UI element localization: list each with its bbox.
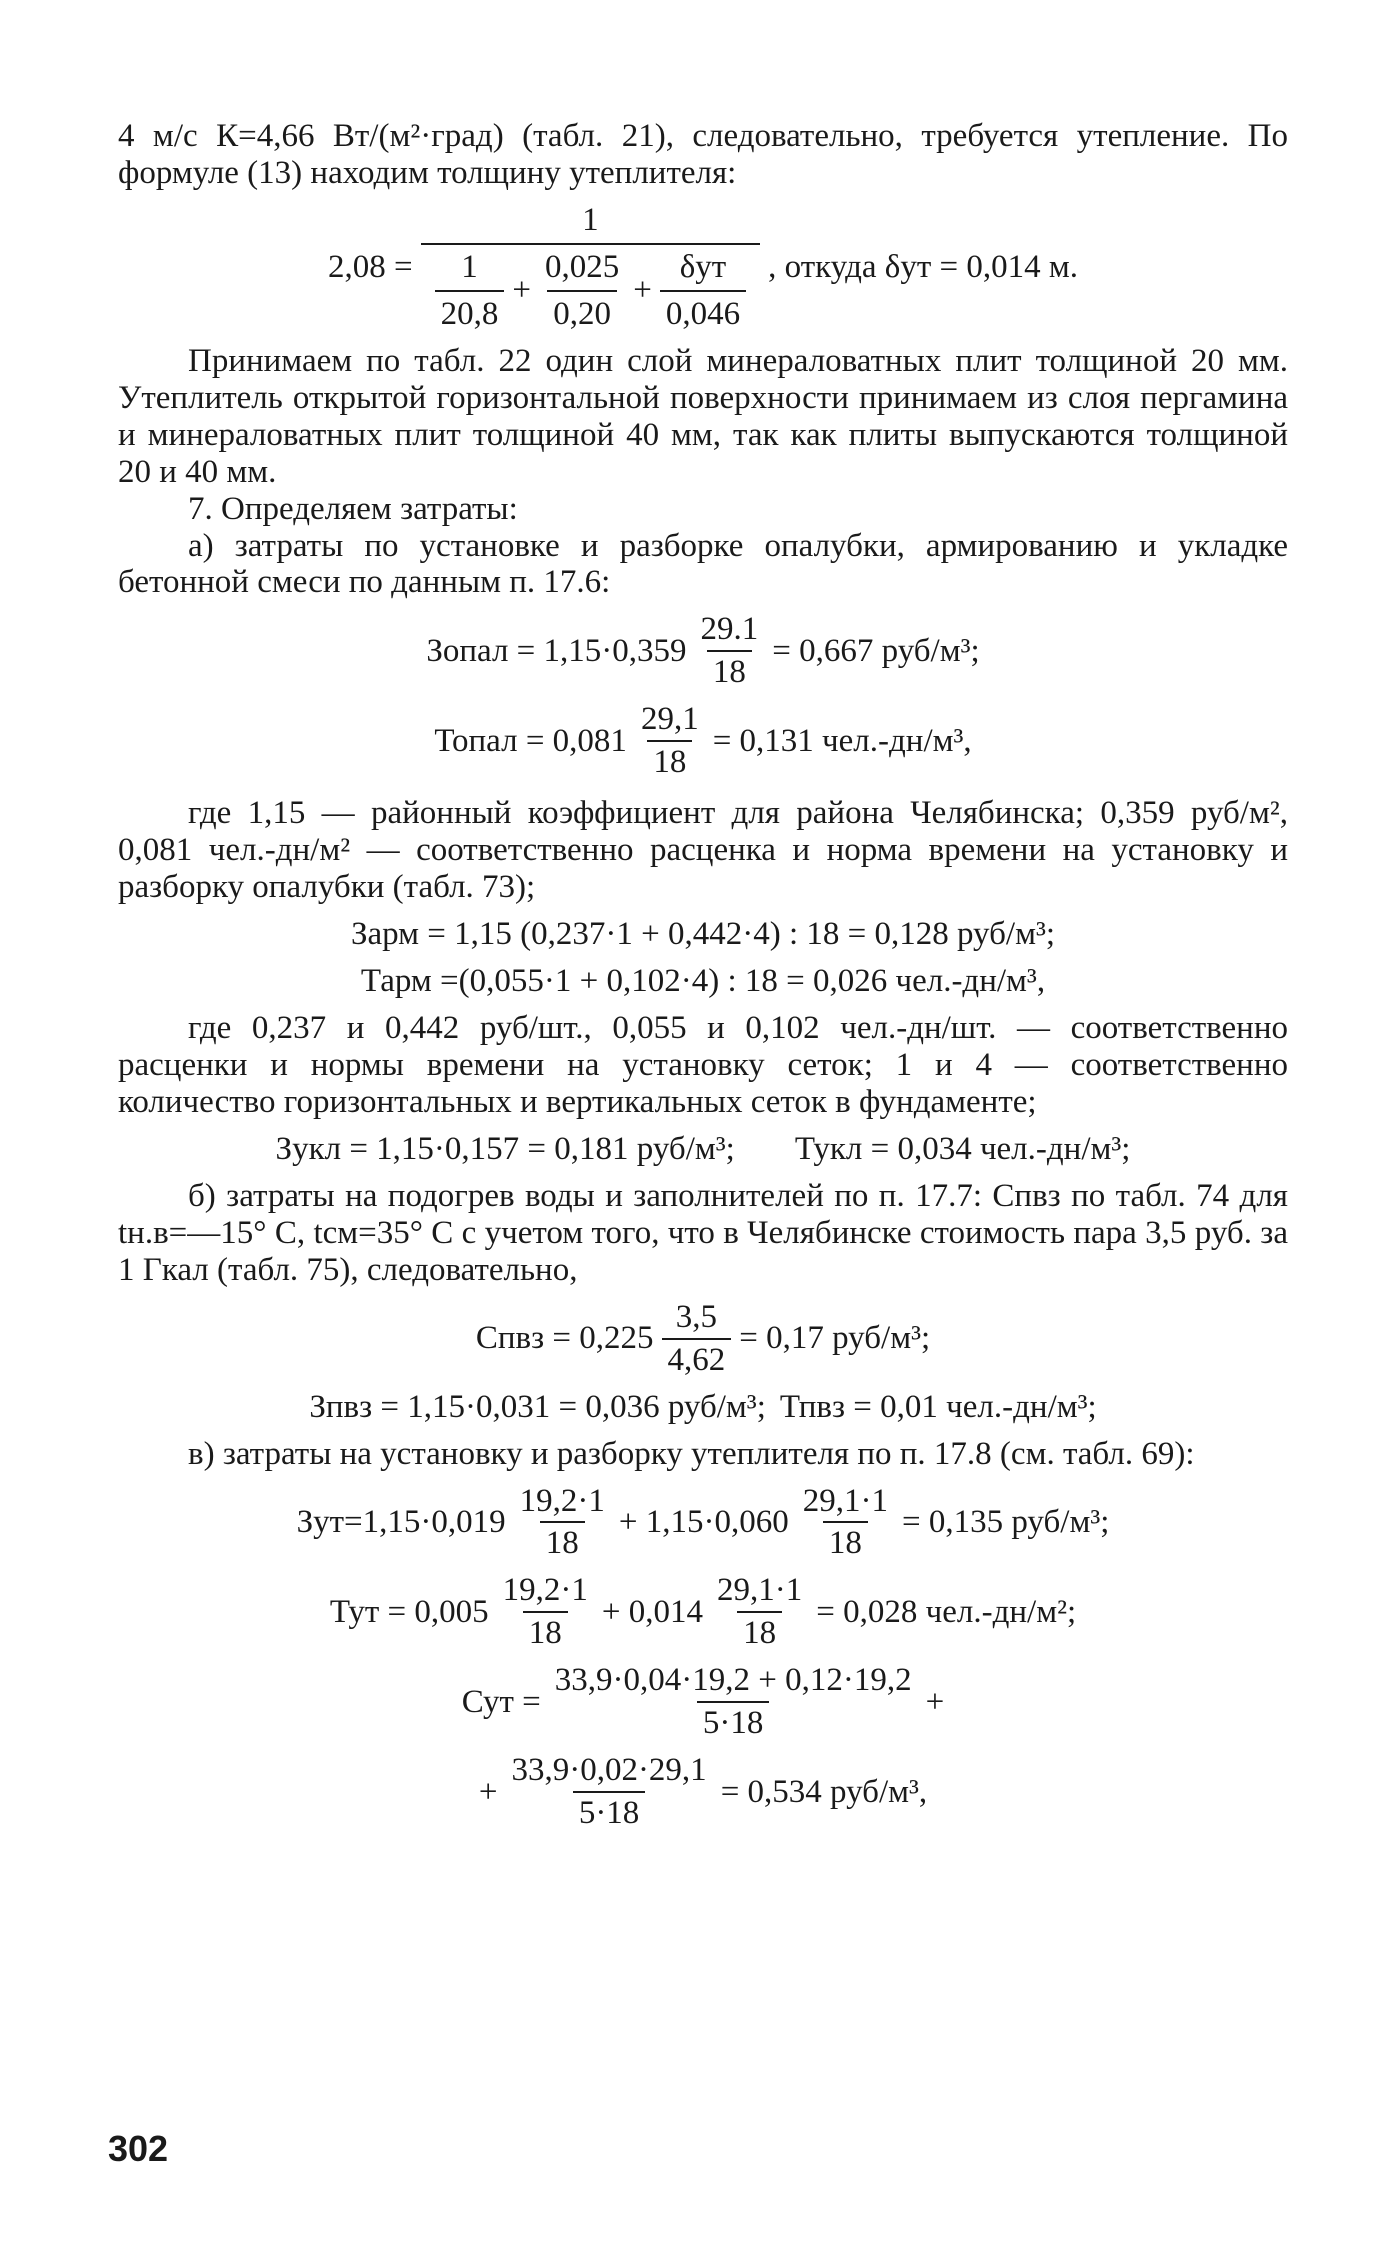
- c-pvz-lhs: Спвз = 0,225: [475, 1320, 654, 1357]
- t-ut-den-2: 18: [737, 1611, 782, 1652]
- t-ut-mid: + 0,014: [601, 1593, 704, 1630]
- z-opal-den: 18: [707, 650, 752, 691]
- z-ut-lhs: Зут=1,15·0,019: [296, 1503, 506, 1540]
- z-ut-den-1: 18: [540, 1521, 585, 1562]
- eq1-term1-num: 1: [461, 248, 478, 285]
- eq1-numerator: 1: [582, 201, 599, 238]
- page-body: [118, 118, 1288, 2198]
- c-ut-plus-start: +: [478, 1773, 498, 1810]
- z-opal-fraction: [695, 611, 765, 691]
- paragraph-3: 7. Определяем затраты:: [188, 490, 518, 527]
- equation-c-ut-line-1: [118, 1662, 1288, 1742]
- t-arm-text: Тарм =(0,055·1 + 0,102·4) : 18 = 0,026 чел.-дн/м³,: [360, 963, 1046, 1000]
- equation-t-arm: [118, 963, 1288, 1000]
- equation-z-ut: [118, 1483, 1288, 1563]
- eq1-plus-1: +: [512, 272, 531, 309]
- t-ut-fraction-2: [711, 1572, 808, 1652]
- t-ut-den-1: 18: [523, 1611, 568, 1652]
- z-pvz-text: Зпвз = 1,15·0,031 = 0,036 руб/м³;: [309, 1388, 766, 1425]
- c-pvz-den: 4,62: [662, 1338, 732, 1379]
- z-arm-text: Зарм = 1,15 (0,237·1 + 0,442·4) : 18 = 0,128 руб/м³;: [350, 916, 1056, 953]
- t-opal-fraction: [635, 701, 705, 781]
- page-number: 302: [108, 2128, 169, 2169]
- c-ut-fraction-1: [549, 1662, 918, 1742]
- paragraph-2: Принимаем по табл. 22 один слой минераловатных плит толщиной 20 мм. Утеплитель открытой горизонтальной поверхности принимаем из слоя пергамина и минераловатных плит толщиной 40 мм, так как плиты выпускаются толщиной 20 и 40 мм.: [118, 342, 1288, 490]
- c-pvz-fraction: [662, 1299, 732, 1379]
- paragraph-4: а) затраты по установке и разборке опалубки, армированию и укладке бетонной смеси по данным п. 17.6:: [118, 527, 1288, 601]
- equation-z-opal: [118, 611, 1288, 691]
- paragraph-6: где 0,237 и 0,442 руб/шт., 0,055 и 0,102 чел.-дн/шт. — соответственно расценки и нормы времени на установку сеток; 1 и 4 — соответственно количество горизонтальных и вертикальных сеток в фундаменте;: [118, 1010, 1288, 1120]
- paragraph-5: где 1,15 — районный коэффициент для района Челябинска; 0,359 руб/м², 0,081 чел.-дн/м² — соответственно расценка и норма времени на установку и разборку опалубки (табл. 73);: [118, 795, 1288, 906]
- equation-t-ut: [118, 1572, 1288, 1652]
- t-ut-num-2: 29,1·1: [717, 1572, 803, 1609]
- z-ut-fraction-1: [514, 1483, 611, 1563]
- equation-t-opal: [118, 701, 1288, 781]
- c-pvz-num: 3,5: [675, 1298, 717, 1335]
- paragraph-7: б) затраты на подогрев воды и заполнителей по п. 17.7: Спвз по табл. 74 для tн.в=—15° С, tсм=35° С с учетом того, что в Челябинске стоимость пара 3,5 руб. за 1 Гкал (табл. 75), следовательно,: [118, 1177, 1288, 1288]
- t-ut-fraction-1: [497, 1572, 594, 1652]
- c-ut-den-2: 5·18: [573, 1791, 646, 1832]
- t-opal-den: 18: [647, 740, 692, 781]
- c-ut-num-1: 33,9·0,04·19,2 + 0,12·19,2: [554, 1662, 912, 1699]
- paragraph-8: в) затраты на установку и разборку утеплителя по п. 17.8 (см. табл. 69):: [188, 1435, 1195, 1472]
- equation-z-arm: [118, 916, 1288, 953]
- z-ukl-text: Зукл = 1,15·0,157 = 0,181 руб/м³;: [275, 1130, 735, 1167]
- z-ut-num-1: 19,2·1: [519, 1482, 605, 1519]
- eq1-fraction: [421, 202, 761, 333]
- equation-pvz: [118, 1389, 1288, 1426]
- z-opal-num: 29.1: [700, 611, 759, 648]
- c-ut-rhs: = 0,534 руб/м³,: [720, 1773, 928, 1810]
- eq1-plus-2: +: [633, 272, 652, 309]
- z-opal-rhs: = 0,667 руб/м³;: [772, 632, 980, 669]
- t-ut-num-1: 19,2·1: [502, 1572, 588, 1609]
- eq1-term1: [435, 249, 505, 333]
- t-ut-lhs: Тут = 0,005: [329, 1593, 489, 1630]
- eq1-term3-den: 0,046: [660, 290, 746, 333]
- z-ut-den-2: 18: [823, 1521, 868, 1562]
- t-opal-lhs: Топал = 0,081: [434, 722, 627, 759]
- t-ukl-text: Тукл = 0,034 чел.-дн/м³;: [794, 1130, 1131, 1167]
- z-ut-num-2: 29,1·1: [802, 1482, 888, 1519]
- t-ut-rhs: = 0,028 чел.-дн/м²;: [816, 1593, 1077, 1630]
- eq1-term2-num: 0,025: [545, 248, 620, 285]
- eq1-term1-den: 20,8: [435, 290, 505, 333]
- c-ut-num-2: 33,9·0,02·29,1: [511, 1752, 707, 1789]
- eq1-denominator: [421, 243, 761, 333]
- equation-c-ut-line-2: [118, 1752, 1288, 1832]
- c-ut-plus-end: +: [925, 1683, 945, 1720]
- equation-ukl: [118, 1131, 1288, 1168]
- z-ut-mid: + 1,15·0,060: [618, 1503, 789, 1540]
- eq1-lhs: 2,08 =: [328, 248, 413, 285]
- eq1-term3: [660, 249, 746, 333]
- t-opal-rhs: = 0,131 чел.-дн/м³,: [712, 722, 972, 759]
- z-ut-rhs: = 0,135 руб/м³;: [902, 1503, 1110, 1540]
- eq1-term2: [539, 249, 625, 333]
- c-ut-den-1: 5·18: [697, 1701, 770, 1742]
- eq1-term3-num: δут: [679, 248, 727, 285]
- eq1-term2-den: 0,20: [547, 290, 617, 333]
- t-opal-num: 29,1: [640, 701, 699, 738]
- c-ut-lhs: Сут =: [461, 1683, 541, 1720]
- z-opal-lhs: Зопал = 1,15·0,359: [426, 632, 687, 669]
- equation-insulation-thickness: [118, 202, 1288, 333]
- t-pvz-text: Тпвз = 0,01 чел.-дн/м³;: [779, 1388, 1097, 1425]
- z-ut-fraction-2: [797, 1483, 894, 1563]
- eq1-result: , откуда δут = 0,014 м.: [768, 248, 1078, 285]
- equation-c-pvz: [118, 1299, 1288, 1379]
- c-pvz-rhs: = 0,17 руб/м³;: [739, 1320, 931, 1357]
- c-ut-fraction-2: [505, 1752, 712, 1832]
- paragraph-1: 4 м/с К=4,66 Вт/(м²·град) (табл. 21), следовательно, требуется утепление. По формуле (13) находим толщину утеплителя:: [118, 118, 1288, 191]
